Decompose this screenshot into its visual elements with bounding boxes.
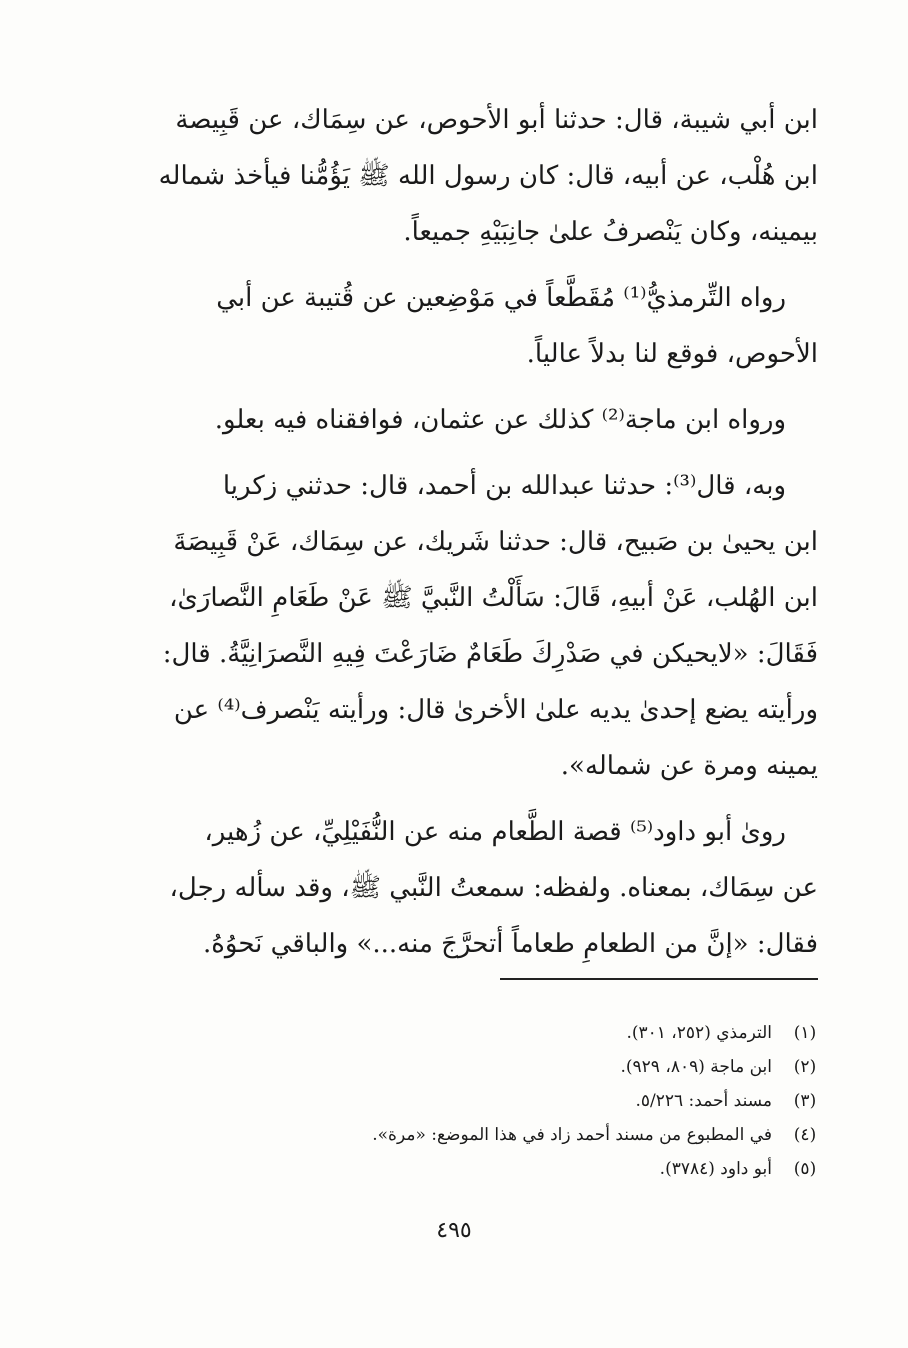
text-line: رواه التِّرمذيُّ⁽¹⁾ مُقَطَّعاً في مَوْضِعين عن قُتيبة عن أبي	[216, 283, 786, 313]
footnote-2	[100, 1050, 820, 1084]
paragraph-tirmidhi	[90, 270, 818, 382]
body-text	[90, 92, 818, 982]
text-line: ابن يحيىٰ بن صَبيح، قال: حدثنا شَريك، عن سِمَاك، عَنْ قَبِيصَةَ	[173, 527, 818, 557]
footnote-5	[100, 1152, 820, 1186]
text-line: ابن هُلْب، عن أبيه، قال: كان رسول الله ﷺ يَؤُمُّنا فيأخذ شماله	[158, 161, 818, 191]
text-line: الأحوص، فوقع لنا بدلاً عالياً.	[526, 339, 818, 369]
text-line: عن سِمَاك، بمعناه. ولفظه: سمعتُ النَّبي ﷺ، وقد سأله رجل،	[169, 873, 818, 903]
text-line: ورواه ابن ماجة⁽²⁾ كذلك عن عثمان، فوافقناه فيه بعلو.	[214, 405, 786, 435]
text-line: ابن أبي شيبة، قال: حدثنا أبو الأحوص، عن سِمَاك، عن قَبِيصة	[175, 105, 818, 135]
footnote-number: (٣)	[793, 1091, 817, 1111]
text-line: ابن الهُلب، عَنْ أبيهِ، قَالَ: سَأَلْتُ النَّبيَّ ﷺ عَنْ طَعَامِ النَّصارَىٰ،	[169, 583, 818, 613]
paragraph-ibn-majah	[90, 392, 818, 448]
footnotes	[100, 1016, 820, 1186]
text-line: فَقَالَ: «لايحيكن في صَدْرِكَ طَعَامٌ ضَارَعْتَ فِيهِ النَّصرَانِيَّةُ. قال:	[162, 639, 818, 669]
text-line: وبه، قال⁽³⁾: حدثنا عبدالله بن أحمد، قال: حدثني زكريا	[222, 471, 786, 501]
footnote-text: الترمذي (٢٥٢، ٣٠١).	[626, 1023, 772, 1043]
text-line: يمينه ومرة عن شماله».	[560, 751, 818, 781]
footnote-number: (٢)	[793, 1057, 817, 1077]
text-line: فقال: «إنَّ من الطعامِ طعاماً أتحرَّجَ منه...» والباقي نَحوُهُ.	[203, 929, 818, 959]
page-number: ٤٩٥	[436, 1218, 472, 1243]
footnote-divider	[500, 978, 818, 980]
footnote-3	[100, 1084, 820, 1118]
footnote-1	[100, 1016, 820, 1050]
text-line: ورأيته يضع إحدىٰ يديه علىٰ الأخرىٰ قال: ورأيته يَنْصرف⁽⁴⁾ عن	[173, 695, 818, 725]
footnote-4	[100, 1118, 820, 1152]
text-line: بيمينه، وكان يَنْصرفُ علىٰ جانِبَيْهِ جميعاً.	[403, 217, 818, 247]
footnote-text: أبو داود (٣٧٨٤).	[659, 1159, 772, 1179]
footnote-text: في المطبوع من مسند أحمد زاد في هذا الموضع: «مرة».	[372, 1125, 772, 1145]
footnote-number: (٥)	[793, 1159, 817, 1179]
footnote-number: (١)	[793, 1023, 817, 1043]
footnote-number: (٤)	[793, 1125, 817, 1145]
paragraph-hadith-1	[90, 92, 818, 260]
paragraph-hadith-2	[90, 458, 818, 794]
footnote-text: ابن ماجة (٨٠٩، ٩٢٩).	[620, 1057, 772, 1077]
paragraph-abu-dawud	[90, 804, 818, 972]
text-line: روىٰ أبو داود⁽⁵⁾ قصة الطَّعام منه عن النُّفَيْلِيِّ، عن زُهير،	[204, 817, 786, 847]
footnote-text: مسند أحمد: ٥/٢٢٦.	[635, 1091, 772, 1111]
